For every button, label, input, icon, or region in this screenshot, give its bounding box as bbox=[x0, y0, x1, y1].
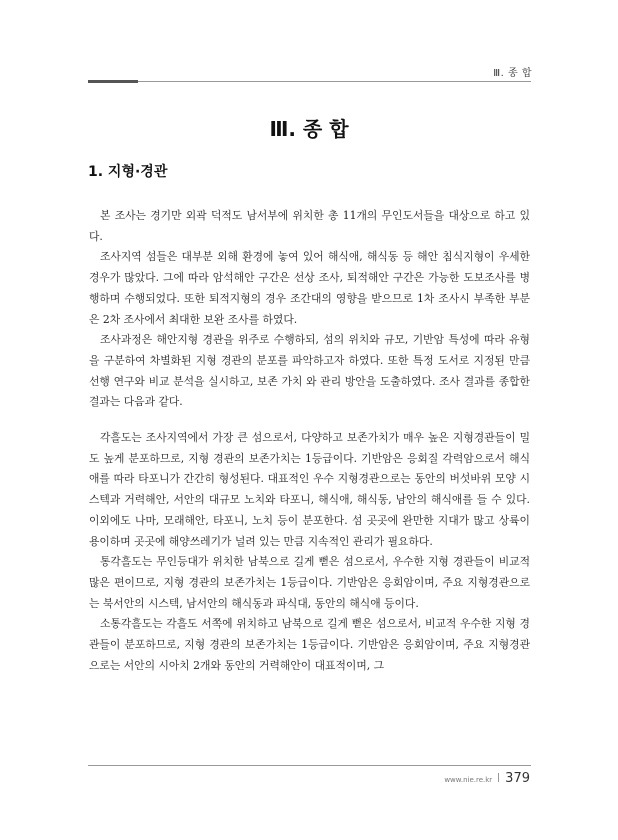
page-number: 379 bbox=[505, 771, 530, 786]
footer bbox=[444, 771, 530, 786]
footer-url: www.nie.re.kr bbox=[444, 776, 493, 784]
header-rule-accent bbox=[88, 80, 138, 83]
body-text bbox=[89, 206, 530, 676]
section-title: 1. 지형·경관 bbox=[88, 164, 168, 180]
header-rule bbox=[88, 81, 531, 82]
paragraph-gakheuldo: 각흘도는 조사지역에서 가장 큰 섬으로서, 다양하고 보존가치가 매우 높은 지형경관들이 밀도 높게 분포하므로, 지형 경관의 보존가치는 1등급이다. 기반암은 응회질 각력암으로서 해식애를 따라 타포니가 간간히 형성된다. 대표적인 우수 지형경관으로는 동안의 버섯바위 모양 시스텍과 거력해안, 서안의 대규모 노치와 타포니, 해식애, 해식동, 남안의 해식애를 들 수 있다. 이외에도 나마, 모래해안, 타포니, 노치 등이 분포한다. 섬 곳곳에 완만한 지대가 많고 상륙이 용이하며 곳곳에 해양쓰레기가 널려 있는 만큼 지속적인 관리가 필요하다. bbox=[89, 431, 530, 548]
paragraph-survey-area: 조사지역 섬들은 대부분 외해 환경에 놓여 있어 해식애, 해식동 등 해안 침식지형이 우세한 경우가 많았다. 그에 따라 암석해안 구간은 선상 조사, 퇴적해안 구간은 가능한 도보조사를 병행하며 수행되었다. 또한 퇴적지형의 경우 조간대의 영향을 받으므로 1차 조사시 부족한 부분은 2차 조사에서 최대한 보완 조사를 하였다. bbox=[89, 250, 530, 326]
footer-separator bbox=[498, 773, 499, 782]
footer-rule bbox=[88, 765, 531, 766]
paragraph-intro: 본 조사는 경기만 외곽 덕적도 남서부에 위치한 총 11개의 무인도서들을 대상으로 하고 있다. bbox=[89, 209, 530, 243]
chapter-title: Ⅲ. 종 합 bbox=[269, 117, 349, 141]
running-head: Ⅲ. 종 합 bbox=[493, 68, 532, 79]
paragraph-survey-process: 조사과정은 해안지형 경관을 위주로 수행하되, 섬의 위치와 규모, 기반암 특성에 따라 유형을 구분하여 차별화된 지형 경관의 분포를 파악하고자 하였다. 또한 특정 도서로 지정된 만큼 선행 연구와 비교 분석을 실시하고, 보존 가치 와 관리 방안을 도출하였다. 조사 결과를 종합한 결과는 다음과 같다. bbox=[89, 333, 530, 409]
paragraph-sotonggakheuldo: 소통각흘도는 각흘도 서쪽에 위치하고 남북으로 길게 뻗은 섬으로서, 비교적 우수한 지형 경관들이 분포하므로, 지형 경관의 보존가치는 1등급이다. 기반암은 응회암이며, 주요 지형경관으로는 서안의 시아치 2개와 동안의 거력해안이 대표적이며, 그 bbox=[89, 617, 530, 672]
paragraph-tonggakheuldo: 통각흘도는 무인등대가 위치한 남북으로 길게 뻗은 섬으로서, 우수한 지형 경관들이 비교적 많은 편이므로, 지형 경관의 보존가치는 1등급이다. 기반암은 응회암이며, 주요 지형경관으로는 북서안의 시스텍, 남서안의 해식동과 파식대, 동안의 해식애 등이다. bbox=[89, 555, 530, 610]
